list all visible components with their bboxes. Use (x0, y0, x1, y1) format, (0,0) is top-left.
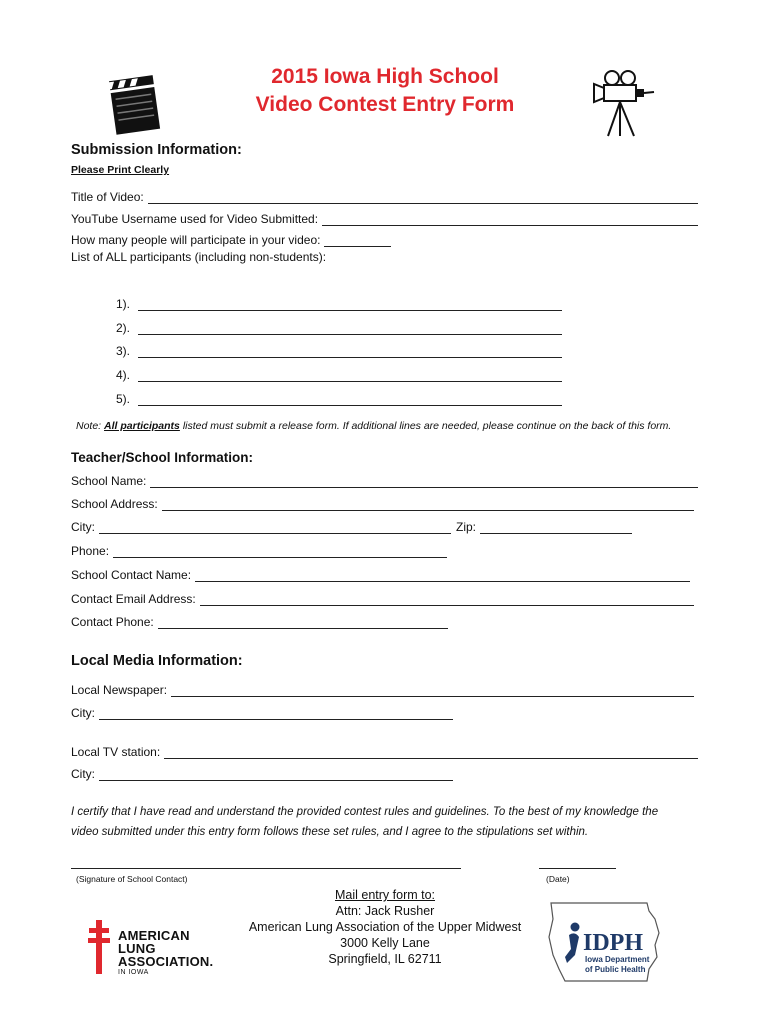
tv-city-label: City: (71, 767, 95, 781)
contact-email-field[interactable] (71, 592, 694, 606)
local-newspaper-field[interactable] (71, 683, 694, 697)
school-contact-name-field[interactable] (71, 568, 690, 582)
form-title-line-2: Video Contest Entry Form (255, 93, 515, 116)
ala-line-3: ASSOCIATION. (118, 954, 214, 969)
mail-city: Springfield, IL 62711 (328, 952, 442, 966)
idph-subtitle-1: Iowa Department (585, 955, 650, 964)
signature-line[interactable] (71, 868, 461, 869)
participant-number: 4). (116, 368, 131, 382)
mail-org: American Lung Association of the Upper Midwest (248, 920, 522, 934)
certification-line-1: I certify that I have read and understand the provided contest rules and guidelines. To the best of my knowledge the (71, 806, 659, 818)
participant-5-field[interactable] (116, 392, 562, 406)
tv-city-field[interactable] (71, 767, 453, 781)
double-cross-icon (88, 920, 110, 974)
youtube-username-field[interactable] (71, 212, 698, 226)
newspaper-city-field[interactable] (71, 706, 453, 720)
contact-email-label: Contact Email Address: (71, 592, 196, 606)
participant-2-field[interactable] (116, 321, 562, 335)
school-name-label: School Name: (71, 474, 147, 488)
mailing-address (238, 887, 532, 967)
ala-line-1: AMERICAN (118, 928, 190, 943)
signature-caption: (Signature of School Contact) (76, 874, 188, 884)
participant-4-field[interactable] (116, 368, 562, 382)
note-text: listed must submit a release form. If additional lines are needed, please continue on the back of this form. (182, 420, 672, 432)
contact-phone-field[interactable] (71, 615, 448, 629)
media-heading: Local Media Information: (71, 653, 243, 669)
release-form-note (76, 420, 671, 432)
school-zip-field[interactable] (456, 520, 632, 534)
ala-line-2: LUNG (118, 941, 156, 956)
local-tv-label: Local TV station: (71, 745, 161, 759)
video-camera-icon (590, 68, 660, 140)
participant-3-field[interactable] (116, 344, 562, 358)
idph-acronym: IDPH (583, 930, 643, 956)
participant-number: 1). (116, 297, 131, 311)
mail-street: 3000 Kelly Lane (340, 936, 430, 950)
date-line[interactable] (539, 868, 616, 869)
mail-attn: Attn: Jack Rusher (335, 904, 435, 918)
newspaper-city-label: City: (71, 706, 95, 720)
local-newspaper-label: Local Newspaper: (71, 683, 168, 697)
participants-list-label: List of ALL participants (including non-students): (71, 250, 327, 264)
school-city-label: City: (71, 520, 95, 534)
school-address-field[interactable] (71, 497, 694, 511)
school-heading: Teacher/School Information: (71, 450, 254, 465)
youtube-username-label: YouTube Username used for Video Submitted: (71, 212, 319, 226)
submission-heading: Submission Information: (71, 142, 242, 158)
date-caption: (Date) (546, 874, 570, 884)
participant-1-field[interactable] (116, 297, 562, 311)
school-name-field[interactable] (71, 474, 698, 488)
participant-number: 2). (116, 321, 131, 335)
certification-line-2: video submitted under this entry form follows these set rules, and I agree to the stipulations set within. (71, 826, 589, 838)
mail-heading: Mail entry form to: (334, 888, 436, 902)
note-emphasis: All participants (104, 420, 180, 432)
idph-logo (545, 897, 665, 985)
school-contact-name-label: School Contact Name: (71, 568, 192, 582)
local-tv-field[interactable] (71, 745, 698, 759)
video-title-label: Title of Video: (71, 190, 144, 204)
school-zip-label: Zip: (456, 520, 477, 534)
school-phone-label: Phone: (71, 544, 110, 558)
video-title-field[interactable] (71, 190, 698, 204)
school-city-field[interactable] (71, 520, 451, 534)
ala-subtitle: IN IOWA (118, 969, 149, 976)
contact-phone-label: Contact Phone: (71, 615, 154, 629)
participant-count-label: How many people will participate in your video: (71, 233, 321, 247)
note-prefix: Note: (76, 420, 102, 432)
participant-number: 5). (116, 392, 131, 406)
print-clearly-label: Please Print Clearly (71, 164, 170, 176)
participant-count-field[interactable] (71, 233, 391, 247)
ala-logo (88, 920, 218, 980)
participant-number: 3). (116, 344, 131, 358)
school-address-label: School Address: (71, 497, 158, 511)
idph-subtitle-2: of Public Health (585, 965, 646, 974)
school-phone-field[interactable] (71, 544, 447, 558)
form-title-line-1: 2015 Iowa High School (271, 65, 499, 88)
